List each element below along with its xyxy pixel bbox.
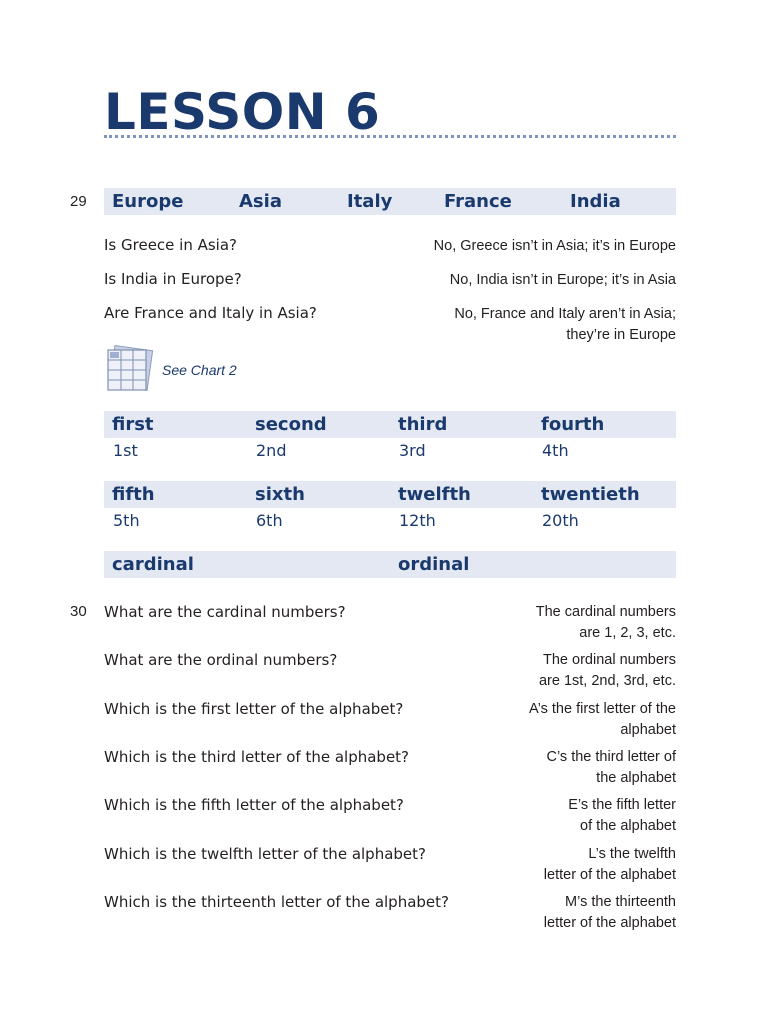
vocab-word: Europe <box>112 191 184 212</box>
vocab-word: France <box>444 191 512 212</box>
question: Which is the first letter of the alphabet? <box>104 700 404 718</box>
ordinal-abbrev: 4th <box>542 441 569 460</box>
vocab-word: sixth <box>255 484 305 505</box>
ordinal-abbrev: 6th <box>256 511 283 530</box>
question: Is India in Europe? <box>104 270 242 288</box>
chart-icon <box>104 344 154 394</box>
answer: No, India isn’t in Europe; it’s in Asia <box>449 272 676 288</box>
question: Which is the fifth letter of the alphabet? <box>104 796 404 814</box>
ordinal-abbrev: 1st <box>113 441 138 460</box>
vocab-word: fourth <box>541 414 605 435</box>
ordinal-abbrev: 20th <box>542 511 579 530</box>
answer: The ordinal numbers are 1st, 2nd, 3rd, etc. <box>538 652 676 689</box>
vocab-word: first <box>112 414 154 435</box>
vocab-band-places <box>104 188 676 215</box>
question: Is Greece in Asia? <box>104 236 238 254</box>
question: Which is the third letter of the alphabet? <box>104 748 410 766</box>
vocab-word: fifth <box>112 484 155 505</box>
title-dotted-rule <box>104 135 676 138</box>
answer: A’s the first letter of the alphabet <box>529 701 676 738</box>
ordinal-abbrev: 12th <box>399 511 436 530</box>
vocab-word: India <box>570 191 621 212</box>
vocab-word: twelfth <box>398 484 471 505</box>
ordinal-abbrev: 3rd <box>399 441 426 460</box>
answer: No, France and Italy aren’t in Asia; they’re in Europe <box>454 306 676 343</box>
vocab-word: twentieth <box>541 484 640 505</box>
question: What are the ordinal numbers? <box>104 651 338 669</box>
vocab-word: third <box>398 414 448 435</box>
vocab-word: Italy <box>347 191 393 212</box>
vocab-word: second <box>255 414 327 435</box>
answer: E’s the fifth letter of the alphabet <box>568 797 676 834</box>
question: Are France and Italy in Asia? <box>104 304 317 322</box>
ordinal-abbrev: 5th <box>113 511 140 530</box>
vocab-word: Asia <box>239 191 282 212</box>
answer: The cardinal numbers are 1, 2, 3, etc. <box>535 604 676 641</box>
vocab-word: ordinal <box>398 554 470 575</box>
answer: L’s the twelfth letter of the alphabet <box>543 846 676 883</box>
vocab-band-ordinals-2 <box>104 481 676 508</box>
see-chart-reference: See Chart 2 <box>162 362 237 378</box>
answer: M’s the thirteenth letter of the alphabet <box>543 894 676 931</box>
vocab-band-ordinals-1 <box>104 411 676 438</box>
answer: C’s the third letter of the alphabet <box>546 749 676 786</box>
question: Which is the twelfth letter of the alphabet? <box>104 845 426 863</box>
exercise-number-30: 30 <box>70 603 87 620</box>
vocab-word: cardinal <box>112 554 194 575</box>
question: What are the cardinal numbers? <box>104 603 346 621</box>
answer: No, Greece isn’t in Asia; it’s in Europe <box>433 238 676 254</box>
lesson-title: LESSON 6 <box>104 83 381 141</box>
vocab-band-number-types <box>104 551 676 578</box>
question: Which is the thirteenth letter of the alphabet? <box>104 893 449 911</box>
ordinal-abbrev: 2nd <box>256 441 287 460</box>
exercise-number-29: 29 <box>70 193 87 210</box>
